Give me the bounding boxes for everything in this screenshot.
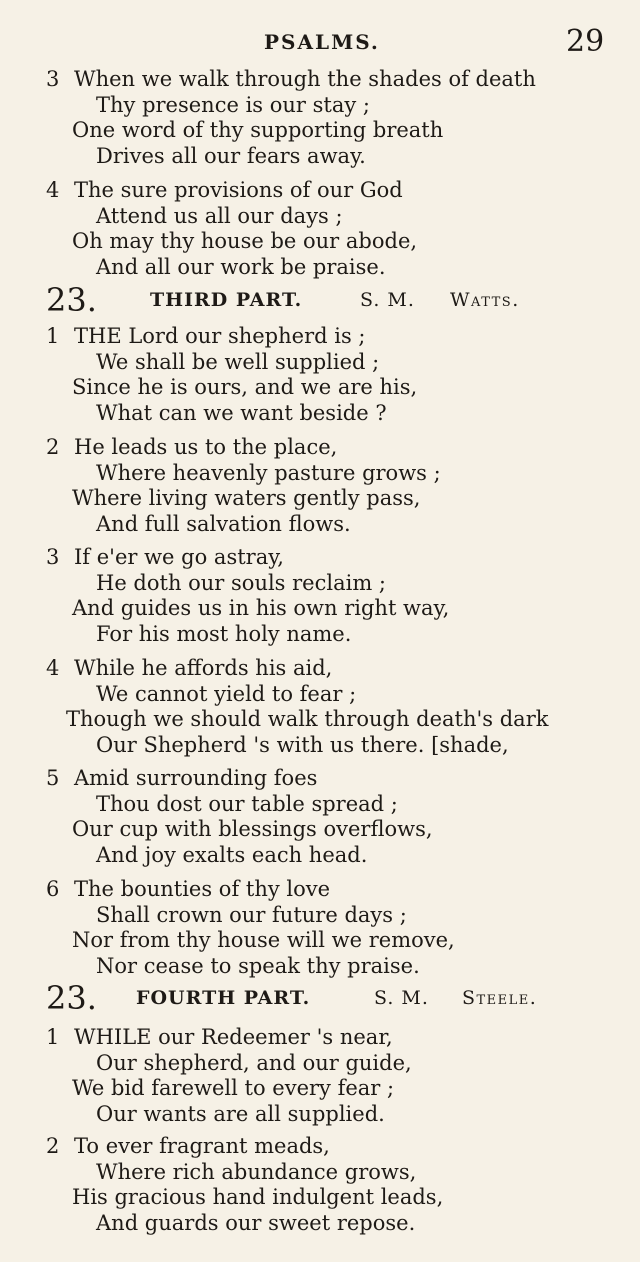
stanza-line: We bid farewell to every fear ; [72,1076,395,1100]
stanza-line: Amid surrounding foes [74,766,318,790]
stanza-line: Our Shepherd 's with us there. [shade, [96,732,509,757]
hymn-header [0,978,640,1018]
stanza-line: Though we should walk through death's dark [66,707,549,731]
page-number: 29 [566,24,605,59]
stanza-line: Nor from thy house will we remove, [72,928,455,952]
running-title: PSALMS. [264,30,380,54]
running-head [0,24,640,58]
stanza-number: 1 [46,1025,60,1049]
stanza-line: Where rich abundance grows, [96,1159,417,1184]
hymn-part: FOURTH PART. [136,987,311,1009]
stanza-number: 6 [46,877,60,901]
stanza-line: We shall be well supplied ; [96,349,380,374]
stanza-line: And all our work be praise. [96,254,386,279]
stanza-number: 4 [46,656,60,680]
stanza-line: One word of thy supporting breath [72,118,444,142]
stanza-line: Oh may thy house be our abode, [72,229,418,253]
hymn-author: Watts. [450,289,520,311]
stanza-number: 2 [46,1134,60,1158]
stanza-line: The sure provisions of our God [74,178,403,202]
hymn-header [0,280,640,320]
hymn-author: Steele. [462,987,538,1009]
stanza-number: 1 [46,324,60,348]
stanza-line: While he affords his aid, [74,656,333,680]
stanza-line: What can we want beside ? [96,400,387,425]
stanza-line: Attend us all our days ; [96,203,343,228]
stanza-line: WHILE our Redeemer 's near, [74,1025,393,1049]
stanza-line: The bounties of thy love [74,877,331,901]
stanza-line: When we walk through the shades of death [74,67,536,91]
hymn-number: 23. [46,281,97,319]
hymn-meter: S. M. [374,987,429,1009]
stanza-line: His gracious hand indulgent leads, [72,1185,444,1209]
hymn-meter: S. M. [360,289,415,311]
hymn-number: 23. [46,979,97,1017]
stanza-line: He leads us to the place, [74,435,338,459]
stanza-line: And guards our sweet repose. [96,1210,416,1235]
stanza-line: For his most holy name. [96,621,352,646]
stanza-line: He doth our souls reclaim ; [96,570,386,595]
stanza-line: And guides us in his own right way, [72,596,450,620]
stanza-number: 5 [46,766,60,790]
stanza-line: To ever fragrant meads, [74,1134,330,1158]
stanza-number: 2 [46,435,60,459]
stanza-line: Our cup with blessings overflows, [72,817,433,841]
stanza-line: And joy exalts each head. [96,842,368,867]
stanza-line: Thy presence is our stay ; [96,92,370,117]
stanza-line: Shall crown our future days ; [96,902,407,927]
stanza-line: Thou dost our table spread ; [96,791,398,816]
stanza-number: 3 [46,545,60,569]
stanza-line: Since he is ours, and we are his, [72,375,418,399]
hymn-part: THIRD PART. [150,289,303,311]
stanza-line: THE Lord our shepherd is ; [74,324,366,348]
stanza-line: Our wants are all supplied. [96,1101,385,1126]
stanza-line: We cannot yield to fear ; [96,681,357,706]
stanza-line: Where living waters gently pass, [72,486,421,510]
stanza-line: And full salvation flows. [96,511,351,536]
stanza-line: If e'er we go astray, [74,545,284,569]
stanza-line: Nor cease to speak thy praise. [96,953,420,978]
stanza-line: Where heavenly pasture grows ; [96,460,441,485]
stanza-number: 3 [46,67,60,91]
stanza-number: 4 [46,178,60,202]
stanza-line: Drives all our fears away. [96,143,366,168]
stanza-line: Our shepherd, and our guide, [96,1050,412,1075]
